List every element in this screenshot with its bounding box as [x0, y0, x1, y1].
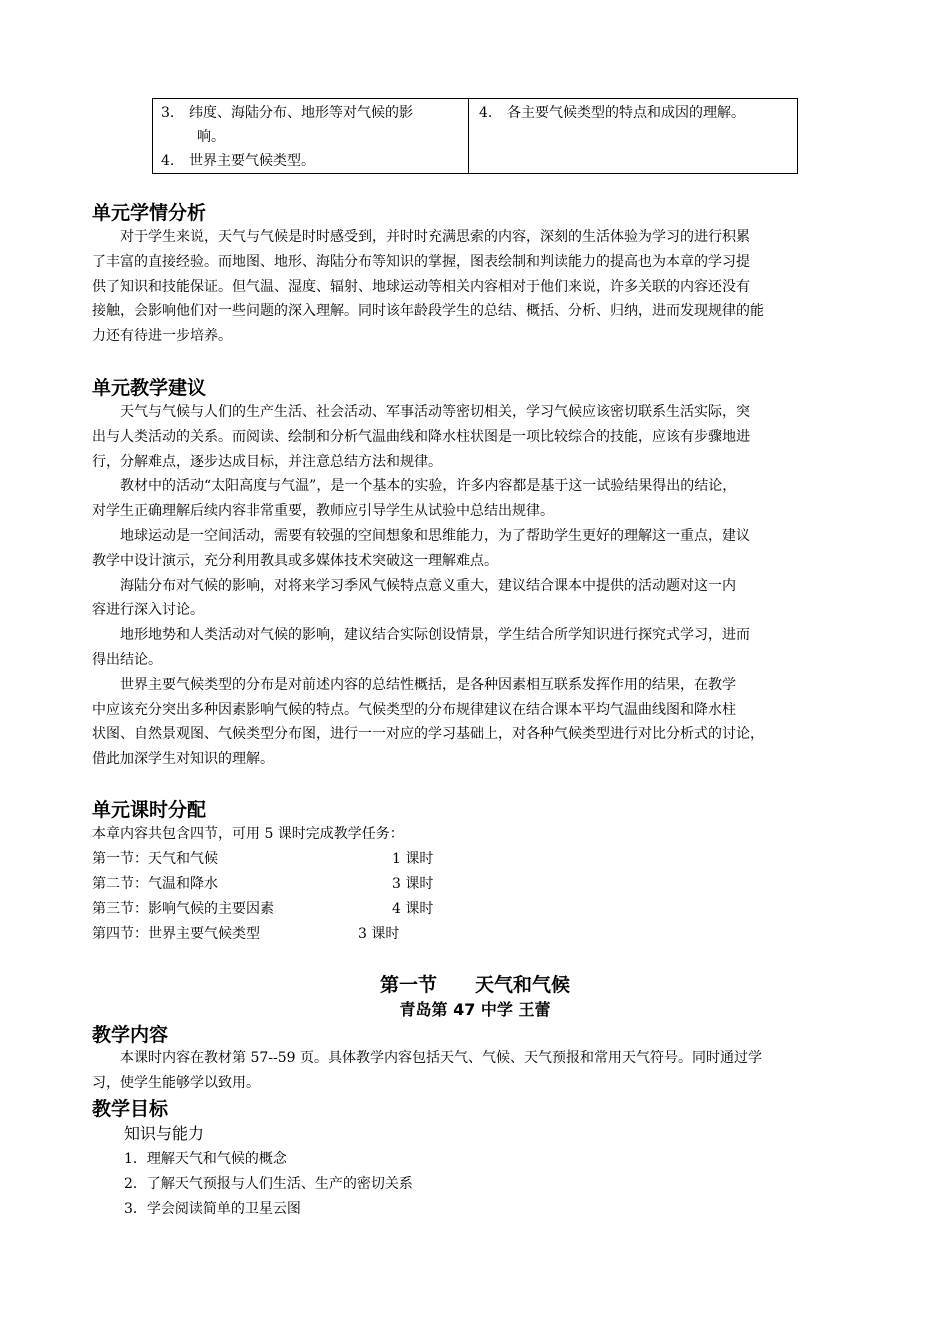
text-line: 海陆分布对气候的影响，对将来学习季风气候特点意义重大，建议结合课本中提供的活动题对这一内 — [92, 577, 736, 594]
hours-value: 1 课时 — [392, 851, 434, 867]
table-left-cell — [153, 99, 469, 173]
hours-heading: 单元课时分配 — [92, 799, 207, 821]
text-line: 对学生正确理解后续内容非常重要，教师应引导学生从试验中总结出规律。 — [92, 503, 554, 520]
section-title: 第一节 天气和气候 — [379, 974, 570, 996]
content-table — [152, 98, 798, 174]
hours-label: 第四节：世界主要气候类型 — [92, 926, 260, 942]
content-heading: 教学内容 — [92, 1024, 169, 1046]
content-paragraph — [92, 1046, 872, 1096]
text-line: 了丰富的直接经验。而地图、地形、海陆分布等知识的掌握，图表绘制和判读能力的提高也为本章的学习提 — [92, 253, 750, 270]
item-text: 各主要气候类型的特点和成因的理解。 — [507, 105, 745, 121]
text-line: 力还有待进一步培养。 — [92, 328, 232, 345]
analysis-paragraph — [92, 225, 872, 349]
goals-heading: 教学目标 — [92, 1098, 169, 1120]
text-line: 中应该充分突出多种因素影响气候的特点。气候类型的分布规律建议在结合课本平均气温曲线图和降水柱 — [92, 701, 736, 718]
suggestion-heading: 单元教学建议 — [92, 377, 207, 399]
hours-intro: 本章内容共包含四节，可用 5 课时完成教学任务： — [92, 826, 404, 842]
hours-value: 4 课时 — [392, 901, 434, 917]
text-line: 状图、自然景观图、气候类型分布图，进行一一对应的学习基础上，对各种气候类型进行对比分析式的讨论， — [92, 726, 764, 743]
goal-item: 1．理解天气和气候的概念 — [124, 1151, 287, 1167]
table-item — [479, 101, 797, 125]
text-line: 教学中设计演示，充分利用教具或多媒体技术突破这一理解难点。 — [92, 552, 498, 569]
item-number: 4. — [479, 105, 493, 121]
table-right-cell — [469, 99, 797, 173]
text-line: 地形地势和人类活动对气候的影响，建议结合实际创设情景，学生结合所学知识进行探究式学习，进而 — [92, 627, 750, 644]
text-line: 本课时内容在教材第 57--59 页。具体教学内容包括天气、气候、天气预报和常用天气符号。同时通过学 — [92, 1050, 762, 1066]
hours-value: 3 课时 — [358, 926, 400, 942]
table-item-continuation: 响。 — [197, 129, 225, 145]
section-author: 青岛第 47 中学 王蕾 — [399, 1000, 551, 1019]
text-line: 世界主要气候类型的分布是对前述内容的总结性概括，是各种因素相互联系发挥作用的结果，在教学 — [92, 676, 736, 693]
text-line: 接触，会影响他们对一些问题的深入理解。同时该年龄段学生的总结、概括、分析、归纳，进而发现规律的能 — [92, 303, 764, 320]
text-line: 教材中的活动“太阳高度与气温”，是一个基本的实验，许多内容都是基于这一试验结果得出的结论， — [92, 478, 737, 495]
text-line: 行，分解难点，逐步达成目标，并注意总结方法和规律。 — [92, 453, 442, 470]
text-line: 得出结论。 — [92, 651, 162, 668]
goal-item: 2．了解天气预报与人们生活、生产的密切关系 — [124, 1176, 413, 1192]
hours-row — [92, 849, 434, 869]
analysis-heading: 单元学情分析 — [92, 202, 207, 224]
item-number: 3. — [161, 105, 175, 121]
hours-row — [92, 924, 400, 944]
item-text: 纬度、海陆分布、地形等对气候的影 — [189, 105, 413, 121]
item-number: 4. — [161, 153, 175, 169]
text-line: 容进行深入讨论。 — [92, 602, 204, 619]
goal-item: 3．学会阅读简单的卫星云图 — [124, 1201, 301, 1217]
hours-row — [92, 874, 434, 894]
hours-label: 第一节：天气和气候 — [92, 851, 218, 867]
table-item — [161, 101, 468, 125]
suggestion-paragraph — [92, 400, 872, 772]
text-line: 借此加深学生对知识的理解。 — [92, 751, 274, 768]
table-item — [161, 149, 468, 173]
text-line: 天气与气候与人们的生产生活、社会活动、军事活动等密切相关，学习气候应该密切联系生活实际，突 — [92, 404, 750, 420]
text-line: 地球运动是一空间活动，需要有较强的空间想象和思维能力，为了帮助学生更好的理解这一重点，建议 — [92, 527, 750, 544]
hours-row — [92, 899, 434, 919]
text-line: 对于学生来说，天气与气候是时时感受到，并时时充满思索的内容，深刻的生活体验为学习的进行积累 — [92, 229, 750, 245]
goals-subheading: 知识与能力 — [124, 1124, 205, 1143]
item-text: 世界主要气候类型。 — [189, 153, 315, 169]
hours-label: 第三节：影响气候的主要因素 — [92, 901, 274, 917]
hours-value: 3 课时 — [392, 876, 434, 892]
text-line: 供了知识和技能保证。但气温、湿度、辐射、地球运动等相关内容相对于他们来说，许多关联的内容还没有 — [92, 278, 750, 295]
text-line: 出与人类活动的关系。而阅读、绘制和分析气温曲线和降水柱状图是一项比较综合的技能，应该有步骤地进 — [92, 428, 750, 445]
text-line: 习，使学生能够学以致用。 — [92, 1074, 260, 1091]
hours-label: 第二节：气温和降水 — [92, 876, 218, 892]
